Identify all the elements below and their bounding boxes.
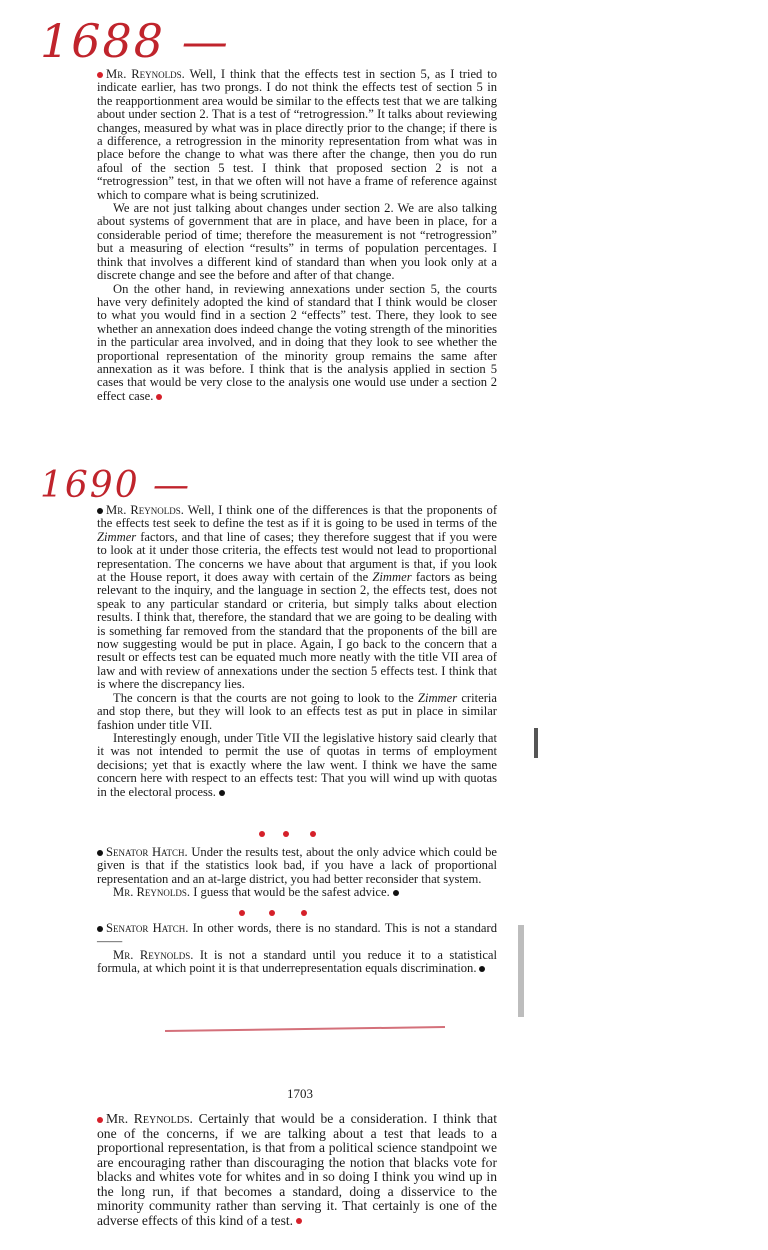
paragraph-text: The concern is that the courts are not going to look to the: [113, 690, 414, 705]
paragraph: [97, 504, 497, 692]
black-bullet-icon: [97, 926, 103, 932]
paragraph: [97, 283, 497, 404]
black-bullet-icon: [97, 850, 103, 856]
speaker-name: Mr. Reynolds.: [106, 1111, 193, 1126]
black-bullet-icon: [393, 890, 399, 896]
black-bullet-icon: [219, 790, 225, 796]
paragraph-text: It is not a standard until you reduce it to a statistical formula, at which point it is that underrepresentation equals discrimination.: [97, 947, 498, 976]
paragraph-text: Well, I think one of the differences is that the proponents of the effects test seek to define the test as if it is going to be used in terms of the: [97, 503, 498, 531]
speaker-name: Mr. Reynolds.: [106, 503, 184, 517]
paragraph-text: criteria and stop there, but they will look to an effects test as put in place in similar fashion under title VII.: [97, 690, 497, 732]
paragraph-text: Certainly that would be a consideration. I think that one of the concerns, if we are talking about a test that leads to a proportional representation, is that from a political science standpoint we are encouraging rather than discouraging the notion that blacks vote for blacks and whites vote for whites and in so doing I think you wind up in the long run, if that becomes a standard, doing a disservice to the minority community rather than serving it. That certainly is one of the adverse effects of this kind of a test.: [97, 1111, 497, 1228]
divider-line: [165, 1026, 445, 1032]
speaker-name: Mr. Reynolds.: [106, 67, 185, 81]
red-bullet-icon: [97, 1117, 103, 1123]
paragraph: [97, 846, 497, 886]
red-bullet-icon: [156, 394, 162, 400]
black-bullet-icon: [479, 966, 485, 972]
scan-artifact: [534, 728, 538, 758]
page-number: 1703: [287, 1086, 313, 1101]
paragraph-text: I guess that would be the safest advice.: [193, 885, 390, 900]
paragraph: [97, 886, 497, 899]
paragraph: [97, 949, 497, 976]
case-name: Zimmer: [97, 529, 137, 544]
case-name: Zimmer: [372, 570, 412, 585]
testimony-block-4: [97, 922, 497, 976]
paragraph: We are not just talking about changes under section 2. We are also talking about systems of government that are in place, and have been in place, for a considerable period of time; therefore the measurement is not “retrogression” but a measuring of election “results” in terms of population percentages. I think that involves a different kind of standard than when you look only at a discrete change and see the before and after of that change.: [97, 201, 497, 283]
paragraph-text: Under the results test, about the only advice which could be given is that if the statistics look bad, if you have a lack of proportional representation and an at-large district, you had better reconsider that system.: [97, 845, 498, 886]
red-bullet-icon: [296, 1218, 302, 1224]
red-bullet-icon: [97, 72, 103, 78]
testimony-block-5: [97, 1112, 497, 1228]
handwritten-annotation-1690: 1690 —: [40, 465, 192, 506]
paragraph-text: In other words, there is no standard. This is not a standard——: [97, 921, 497, 949]
paragraph-text: factors, and that line of cases; they therefore suggest that if you were to look at it under those criteria, the effects test would not lead to proportional representation. The concerns we have about that argument is that, if you look at the House report, it does away with certain of the: [97, 529, 497, 585]
paragraph: [97, 922, 497, 949]
paragraph-text: On the other hand, in reviewing annexations under section 5, the courts have very definitely adopted the kind of standard that I think would be closer to what you would find in a section 2 “effects” test. There, they look to see whether an annexation does indeed change the voting strength of the minorities in the particular area involved, and in doing that they look to see whether the proportional representation of the minority group remains the same after annexation as it was before. I think that is the analysis applied in section 5 cases that would be very close to the analysis one would use under a section 2 effect case.: [97, 281, 497, 403]
testimony-block-2: [97, 504, 497, 799]
separator-dots: [235, 910, 325, 920]
paragraph: [97, 1112, 497, 1228]
paragraph: [97, 732, 497, 799]
speaker-name: Mr. Reynolds.: [113, 947, 194, 962]
paragraph-text: Well, I think that the effects test in section 5, as I tried to indicate earlier, has two prongs. I do not think the effects test of section 5 in the reapportionment area would be similar to the effects test that we are talking about under section 2. That is a test of “retrogression.” It talks about reviewing changes, measured by what was in place directly prior to the change; if there is a difference, a retrogression in the minority representation from what was in place before the change to what was there after the change, then you do run afoul of the section 5 test. I think that proposed section 2 is not a “retrogression” test, in that we often will not have a frame of reference against which to compare what is being scrutinized.: [97, 67, 498, 202]
paragraph-text: Interestingly enough, under Title VII the legislative history said clearly that it was not intended to permit the use of quotas in terms of employment decisions; yet that is exactly where the law went. I think we have the same concern here with respect to an effects test: That you will wind up with quotas in the electoral process.: [97, 730, 497, 799]
speaker-name: Senator Hatch.: [106, 845, 188, 859]
handwritten-annotation-1688: 1688 —: [40, 14, 230, 68]
black-bullet-icon: [97, 508, 103, 514]
speaker-name: Senator Hatch.: [106, 921, 189, 935]
separator-dots: [255, 831, 335, 841]
case-name: Zimmer: [417, 690, 458, 705]
paragraph: [97, 692, 497, 732]
speaker-name: Mr. Reynolds.: [113, 885, 191, 900]
paragraph: [97, 68, 497, 202]
scan-artifact: [518, 925, 524, 1017]
testimony-block-1: [97, 68, 497, 403]
testimony-block-3: [97, 846, 497, 900]
paragraph-text: factors as being relevant to the inquiry, and the language in section 2, the effects test, does not speak to any particular standard or criteria, but simply talks about election results. I think that, therefore, the standard that we are going to be dealing with is something far removed from the standard that the proponents of the bill are now suggesting would be put in place. Again, I go back to the concern that a result or effects test can be equated much more neatly with the title VII area of law and with review of annexations under the section 5 effects test. I think that is where the discrepancy lies.: [97, 570, 497, 692]
